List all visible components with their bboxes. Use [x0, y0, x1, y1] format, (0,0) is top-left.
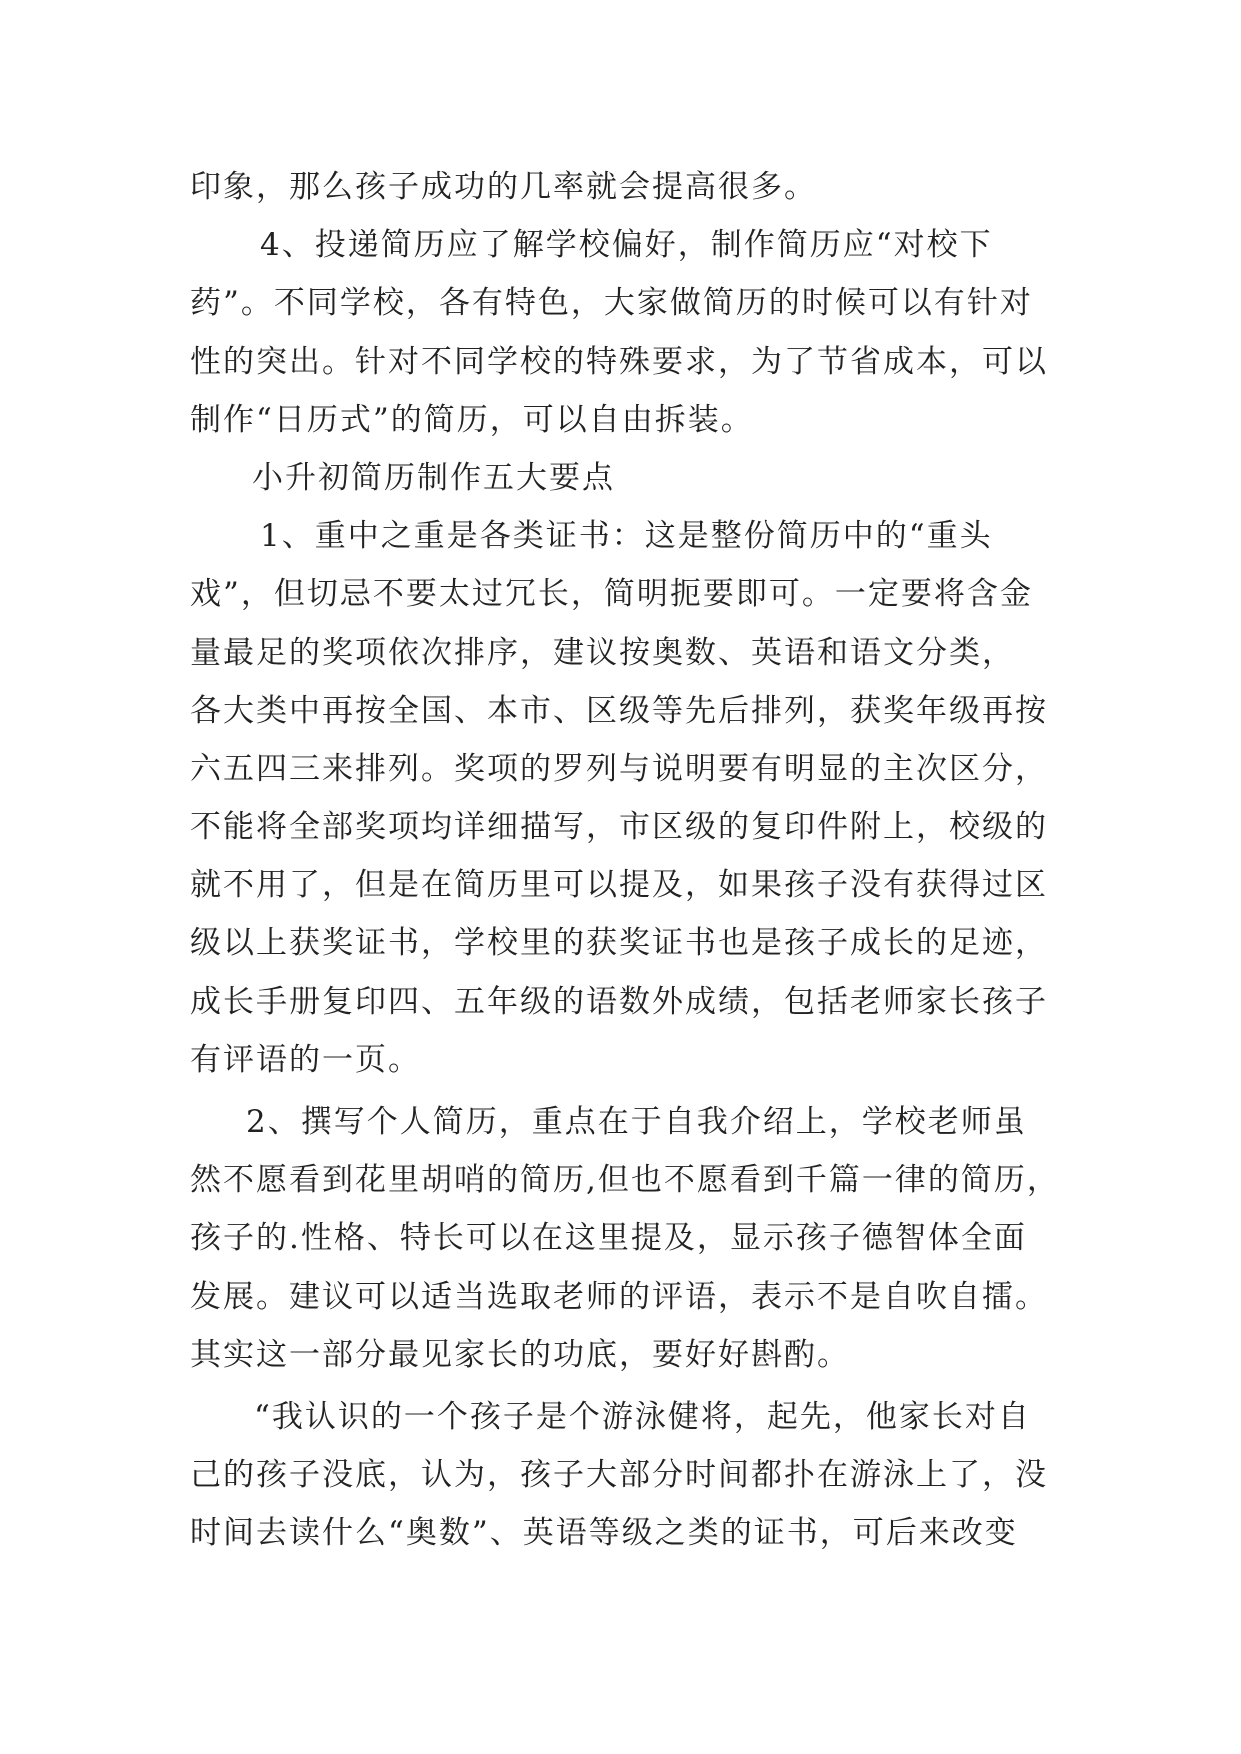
text-line: 各大类中再按全国、本市、区级等先后排列，获奖年级再按 — [190, 692, 1048, 729]
text-line: 成长手册复印四、五年级的语数外成绩，包括老师家长孩子 — [190, 983, 1048, 1020]
text-line: 时间去读什么“奥数”、英语等级之类的证书，可后来改变 — [190, 1515, 1018, 1552]
section-heading: 小升初简历制作五大要点 — [252, 459, 615, 496]
text-line: 戏”，但切忌不要太过冗长，简明扼要即可。一定要将含金 — [190, 576, 1033, 613]
text-line: 制作“日历式”的简历，可以自由拆装。 — [190, 401, 754, 438]
text-line: 1、重中之重是各类证书：这是整份简历中的“重头 — [260, 518, 993, 555]
text-line: 孩子的.性格、特长可以在这里提及，显示孩子德智体全面 — [190, 1220, 1027, 1257]
text-line: 2、撰写个人简历，重点在于自我介绍上，学校老师虽 — [246, 1104, 1027, 1140]
text-line: 己的孩子没底，认为，孩子大部分时间都扑在游泳上了，没 — [190, 1457, 1048, 1494]
text-line: 有评语的一页。 — [190, 1041, 421, 1078]
text-line: 级以上获奖证书，学校里的获奖证书也是孩子成长的足迹， — [190, 925, 1048, 962]
text-line: 量最足的奖项依次排序，建议按奥数、英语和语文分类， — [190, 634, 1015, 671]
text-line: 印象，那么孩子成功的几率就会提高很多。 — [190, 169, 817, 205]
text-line: 性的突出。针对不同学校的特殊要求，为了节省成本，可以 — [190, 343, 1048, 380]
text-line: 发展。建议可以适当选取老师的评语，表示不是自吹自擂。 — [190, 1278, 1048, 1315]
text-line: 然不愿看到花里胡哨的简历,但也不愿看到千篇一律的简历， — [190, 1162, 1060, 1199]
text-line: 药”。不同学校，各有特色，大家做简历的时候可以有针对 — [190, 285, 1033, 322]
text-line: 不能将全部奖项均详细描写，市区级的复印件附上，校级的 — [190, 809, 1048, 846]
document-body — [190, 158, 1060, 1563]
text-line: “我认识的一个孩子是个游泳健将，起先，他家长对自 — [254, 1398, 1031, 1435]
text-line: 4、投递简历应了解学校偏好，制作简历应“对校下 — [260, 227, 993, 264]
text-line: 六五四三来排列。奖项的罗列与说明要有明显的主次区分， — [190, 750, 1048, 787]
text-line: 其实这一部分最见家长的功底，要好好斟酌。 — [190, 1336, 850, 1373]
text-line: 就不用了，但是在简历里可以提及，如果孩子没有获得过区 — [190, 867, 1048, 904]
